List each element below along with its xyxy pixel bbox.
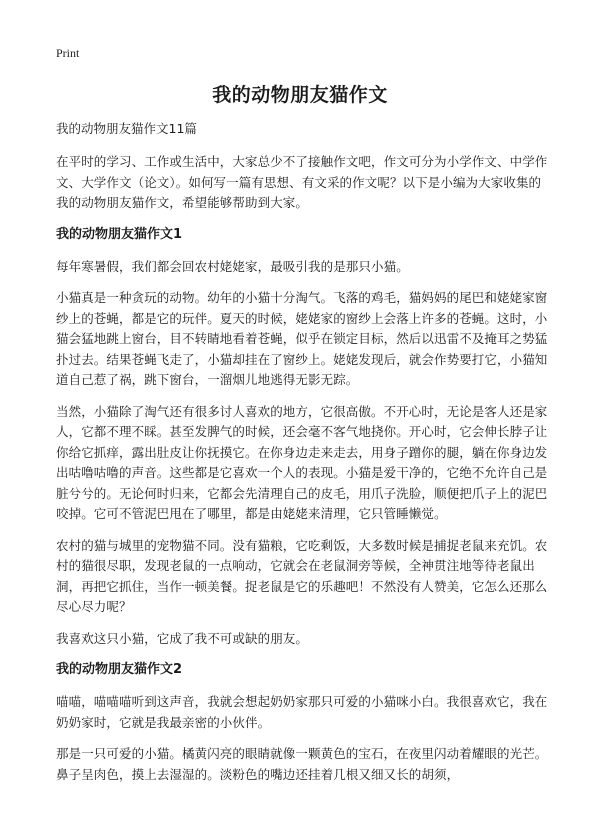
section-heading-1: 我的动物朋友猫作文1 [56,226,183,242]
section-1-paragraph-5: 我喜欢这只小猫，它成了我不可或缺的朋友。 [56,630,309,646]
section-1-paragraph-3: 当然，小猫除了淘气还有很多讨人喜欢的地方，它很高傲。不开心时，无论是客人还是家人，它都不理不睬。甚至发脾气的时候，还会毫不客气地挠你。开心时，它会伸长脖子让你给它抓痒，露出肚皮让你抚摸它。在你身边走来走去，用身子蹭你的腿，躺在你身边发出咕噜咕噜的声音。这些都是它喜欢一个人的表现。小猫是爱干净的，它绝不允许自己是脏兮兮的。无论何时归来，它都会先清理自己的皮毛，用爪子洗脸，顺便把爪子上的泥巴咬掉。它可不管泥巴甩在了哪里，都是由姥姥来清理，它只管睡懒觉。 [56,403,548,521]
article-subtitle: 我的动物朋友猫作文11篇 [56,121,197,136]
page-title: 我的动物朋友猫作文 [212,84,388,106]
print-link[interactable]: Print [56,46,80,60]
section-2-paragraph-2: 那是一只可爱的小猫。橘黄闪亮的眼睛就像一颗黄色的宝石，在夜里闪动着耀眼的光芒。鼻子呈肉色，摸上去湿湿的。淡粉色的嘴边还挂着几根又细又长的胡须， [56,746,548,782]
section-heading-2: 我的动物朋友猫作文2 [56,662,183,677]
article-body [56,120,552,796]
intro-paragraph: 在平时的学习、工作或生活中，大家总少不了接触作文吧，作文可分为小学作文、中学作文、大学作文（论文）。如何写一篇有思想、有文采的作文呢？以下是小编为大家收集的我的动物朋友猫作文，希望能够帮助到大家。 [56,154,548,210]
section-1-paragraph-2: 小猫真是一种贪玩的动物。幼年的小猫十分淘气。飞落的鸡毛，猫妈妈的尾巴和姥姥家窗纱上的苍蝇，都是它的玩伴。夏天的时候，姥姥家的窗纱上会落上许多的苍蝇。这时，小猫会猛地跳上窗台，目不转睛地看着苍蝇，似乎在锁定目标，然后以迅雷不及掩耳之势猛扑过去。结果苍蝇飞走了，小猫却挂在了窗纱上。姥姥发现后，就会作势要打它，小猫知道自己惹了祸，跳下窗台，一溜烟儿地逃得无影无踪。 [56,290,548,387]
section-1-paragraph-1: 每年寒暑假，我们都会回农村姥姥家，最吸引我的是那只小猫。 [56,258,409,274]
section-1-paragraph-4: 农村的猫与城里的宠物猫不同。没有猫粮，它吃剩饭，大多数时候是捕捉老鼠来充饥。农村的猫很尽职，发现老鼠的一点响动，它就会在老鼠洞旁等候，全神贯注地等待老鼠出洞，再把它抓住，当作一顿美餐。捉老鼠是它的乐趣吧！不然没有人赞美，它怎么还那么尽心尽力呢？ [56,537,548,614]
section-2-paragraph-1: 喵喵，喵喵喵听到这声音，我就会想起奶奶家那只可爱的小猫咪小白。我很喜欢它，我在奶奶家时，它就是我最亲密的小伙伴。 [56,694,548,730]
